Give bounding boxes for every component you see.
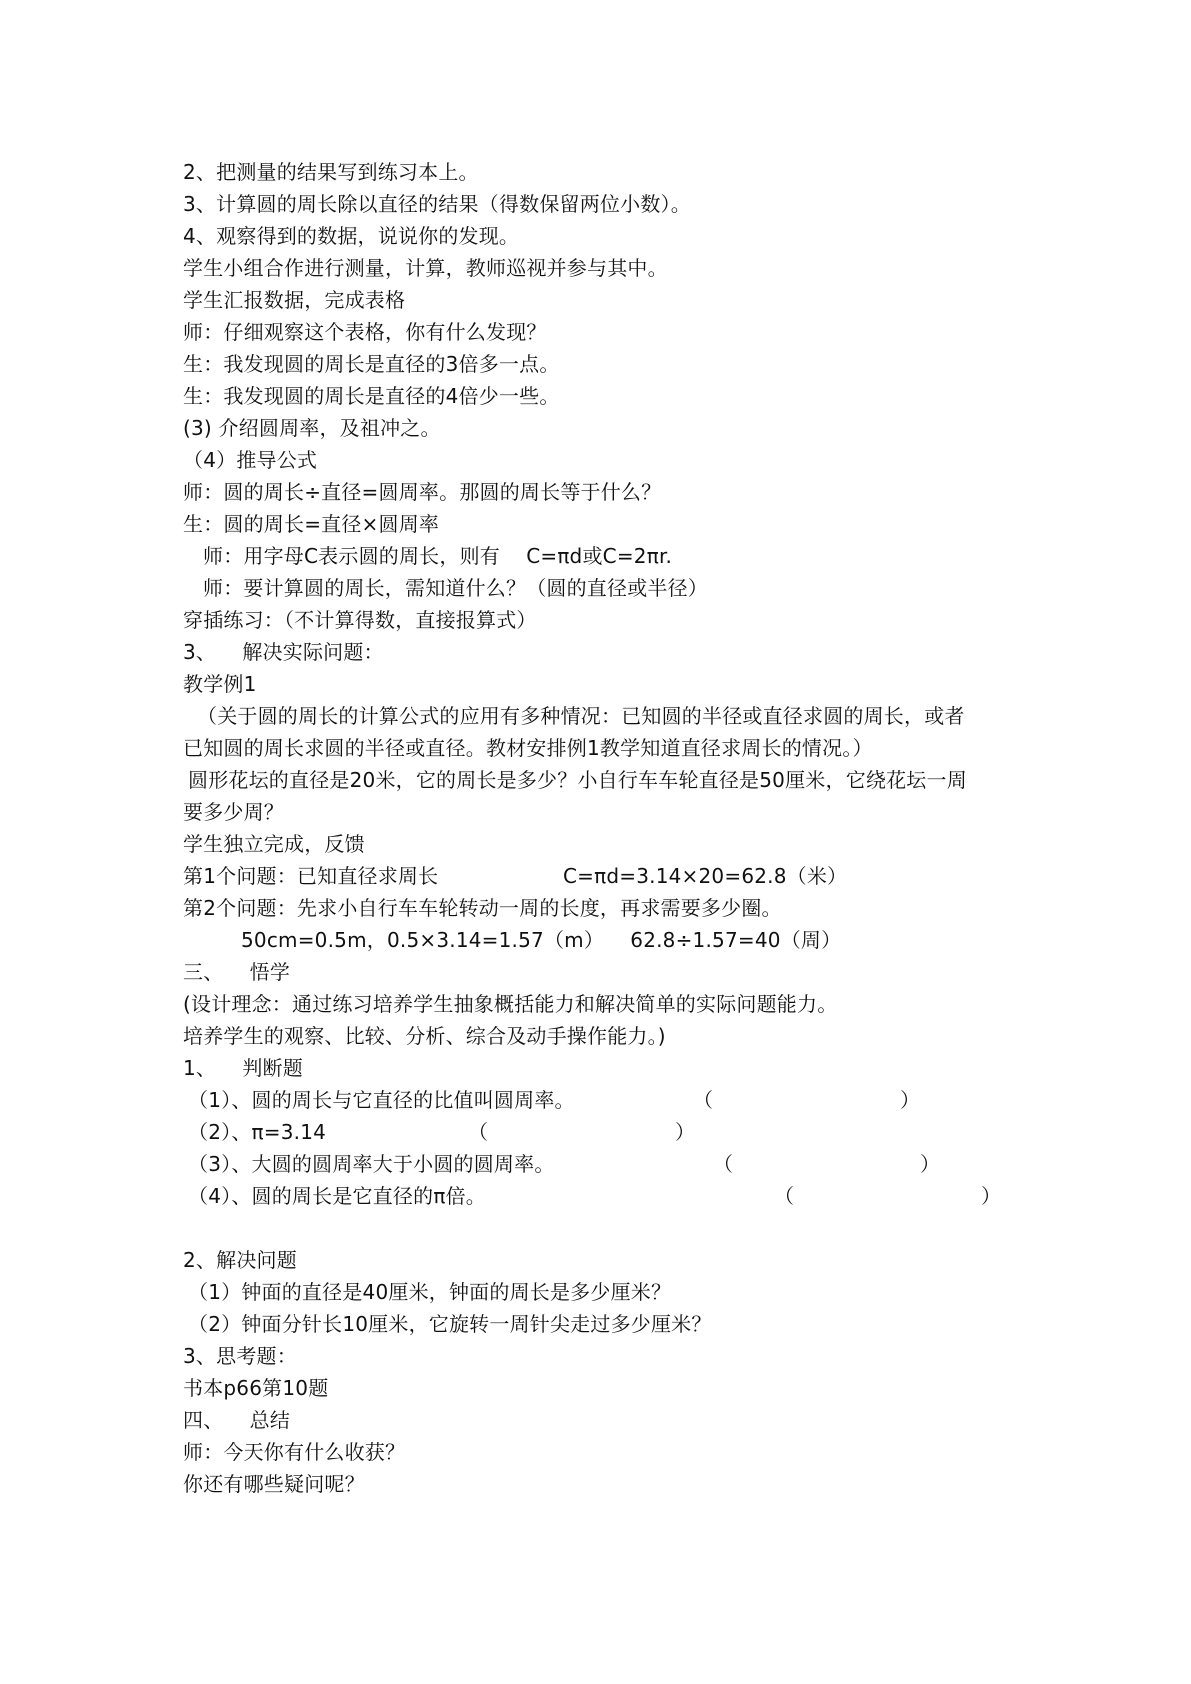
text-line: 师：圆的周长÷直径=圆周率。那圆的周长等于什么？ — [183, 480, 662, 504]
text-line: 穿插练习：（不计算得数，直接报算式） — [183, 608, 537, 632]
text-line: 已知圆的周长求圆的半径或直径。教材安排例1教学知道直径求周长的情况。） — [183, 736, 873, 760]
text-line: 学生汇报数据，完成表格 — [183, 288, 406, 312]
answer-bracket-open: （ — [693, 1088, 714, 1112]
text-line: （4）推导公式 — [183, 448, 318, 472]
text-line: 书本p66第10题 — [183, 1376, 329, 1400]
text-line: 3、计算圆的周长除以直径的结果（得数保留两位小数）。 — [183, 192, 691, 216]
text-line: 师：今天你有什么收获？ — [183, 1440, 406, 1464]
answer-bracket-close: ） — [920, 1152, 941, 1176]
text-line: 生：我发现圆的周长是直径的3倍多一点。 — [183, 352, 560, 376]
answer-bracket-close: ） — [675, 1120, 696, 1144]
text-line: 生：我发现圆的周长是直径的4倍少一些。 — [183, 384, 560, 408]
text-line: 圆形花坛的直径是20米，它的周长是多少？小自行车车轮直径是50厘米，它绕花坛一周 — [188, 768, 967, 792]
true-false-item — [188, 1084, 928, 1116]
true-false-item — [188, 1180, 1002, 1212]
true-false-item — [188, 1116, 928, 1148]
section-heading: 四、 总结 — [183, 1408, 291, 1432]
text-line: 学生小组合作进行测量，计算，教师巡视并参与其中。 — [183, 256, 668, 280]
statement: （4）、圆的周长是它直径的π倍。 — [188, 1184, 486, 1208]
statement: （2）、π=3.14 — [188, 1120, 327, 1144]
answer-bracket-open: （ — [774, 1184, 795, 1208]
text-line: 师：要计算圆的周长，需知道什么？（圆的直径或半径） — [203, 576, 708, 600]
formula: C=πd=3.14×20=62.8（米） — [563, 864, 848, 888]
section-heading: 3、思考题： — [183, 1344, 297, 1368]
question-label: 第1个问题：已知直径求周长 — [183, 864, 439, 888]
text-line: 学生独立完成，反馈 — [183, 832, 365, 856]
formula: 50cm=0.5m，0.5×3.14=1.57（m） 62.8÷1.57=40（周） — [241, 928, 842, 952]
text-line — [183, 860, 848, 892]
text-line: 师：仔细观察这个表格，你有什么发现？ — [183, 320, 547, 344]
answer-bracket-close: ） — [981, 1184, 1002, 1208]
answer-bracket-close: ） — [900, 1088, 921, 1112]
answer-bracket-open: （ — [468, 1120, 489, 1144]
answer-bracket-open: （ — [713, 1152, 734, 1176]
section-heading: 2、解决问题 — [183, 1248, 297, 1272]
text-line: 第2个问题：先求小自行车车轮转动一周的长度，再求需要多少圈。 — [183, 896, 782, 920]
text-line: 生：圆的周长=直径×圆周率 — [183, 512, 440, 536]
section-heading: 1、 判断题 — [183, 1056, 303, 1080]
text-line: 培养学生的观察、比较、分析、综合及动手操作能力。) — [183, 1024, 666, 1048]
text-line: 4、观察得到的数据，说说你的发现。 — [183, 224, 520, 248]
statement: （3）、大圆的圆周率大于小圆的圆周率。 — [188, 1152, 555, 1176]
text-line: 你还有哪些疑问呢？ — [183, 1472, 365, 1496]
text-line: 师：用字母C表示圆的周长，则有 C=πd或C=2πr. — [203, 544, 673, 568]
true-false-item — [188, 1148, 941, 1180]
text-line: (设计理念：通过练习培养学生抽象概括能力和解决简单的实际问题能力。 — [183, 992, 838, 1016]
text-line: （1）钟面的直径是40厘米，钟面的周长是多少厘米？ — [188, 1280, 672, 1304]
section-heading: 三、 悟学 — [183, 960, 291, 984]
text-line: 2、把测量的结果写到练习本上。 — [183, 160, 479, 184]
text-line: （2）钟面分针长10厘米，它旋转一周针尖走过多少厘米？ — [188, 1312, 712, 1336]
text-line: (3) 介绍圆周率，及祖冲之。 — [183, 416, 441, 440]
text-line: 要多少周？ — [183, 800, 284, 824]
statement: （1）、圆的周长与它直径的比值叫圆周率。 — [188, 1088, 575, 1112]
text-line: （关于圆的周长的计算公式的应用有多种情况：已知圆的半径或直径求圆的周长，或者 — [197, 704, 965, 728]
section-heading: 3、 解决实际问题： — [183, 640, 384, 664]
text-line: 教学例1 — [183, 672, 257, 696]
